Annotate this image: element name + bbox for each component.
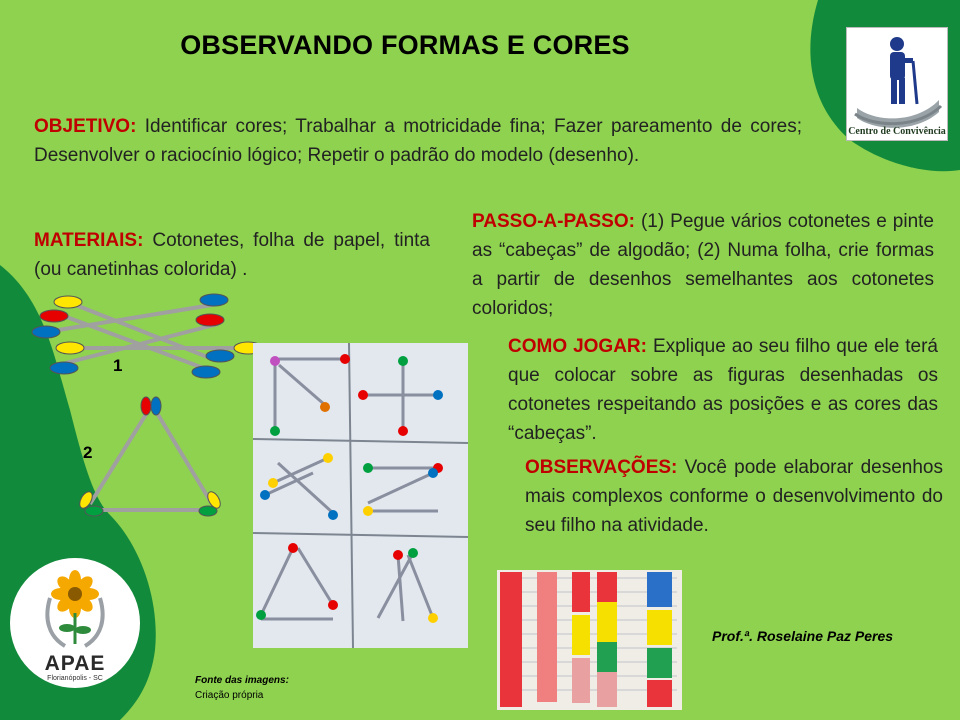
- apae-name: APAE: [44, 652, 106, 675]
- objetivo-label: OBJETIVO:: [34, 116, 137, 137]
- elderly-person-with-cane-icon: [847, 28, 947, 140]
- diagram-label-1: 1: [113, 356, 123, 375]
- jogar-label: COMO JOGAR:: [508, 336, 647, 357]
- materiais-paragraph: [34, 226, 430, 284]
- materiais-label: MATERIAIS:: [34, 230, 144, 251]
- page-title: OBSERVANDO FORMAS E CORES: [180, 30, 630, 60]
- diagram-figure-2: [90, 408, 212, 510]
- centro-convivencia-logo: [846, 27, 948, 141]
- passo-label: PASSO-A-PASSO:: [472, 211, 635, 232]
- observacoes-paragraph: [525, 453, 943, 540]
- colored-swabs-photo: [497, 570, 682, 710]
- apae-logo: [10, 558, 140, 688]
- passo-text: (1) Pegue vários cotonetes e pinte as “cabeças” de algodão; (2) Numa folha, crie formas a partir de desenhos semelhantes aos cotonetes coloridos;: [472, 211, 934, 319]
- author-credit: Prof.ª. Roselaine Paz Peres: [712, 628, 894, 644]
- objetivo-text: Identificar cores; Trabalhar a motricidade fina; Fazer pareamento de cores; Desenvolver o raciocínio lógico; Repetir o padrão do modelo (desenho).: [34, 116, 803, 166]
- cotonete-diagram: [28, 286, 258, 526]
- source-label: Fonte das imagens:: [195, 675, 289, 686]
- obs-label: OBSERVAÇÕES:: [525, 457, 678, 478]
- diagram-label-2: 2: [83, 443, 93, 462]
- passo-a-passo-paragraph: [472, 207, 934, 323]
- apae-city: Florianópolis - SC: [47, 675, 103, 682]
- source-text: Criação própria: [195, 690, 264, 701]
- obs-text: Você pode elaborar desenhos mais complexos conforme o desenvolvimento do seu filho na atividade.: [525, 457, 943, 536]
- diagram-figure-1-tips: [32, 294, 258, 378]
- materiais-text: Cotonetes, folha de papel, tinta (ou canetinhas colorida) .: [34, 230, 430, 280]
- objetivo-paragraph: [34, 112, 802, 170]
- centro-logo-caption: Centro de Convivência: [848, 126, 946, 137]
- activity-sheet-photo: [253, 343, 468, 648]
- jogar-text: Explique ao seu filho que ele terá que colocar sobre as figuras desenhadas os cotonetes respeitando as posições e as cores das “cabeças”.: [508, 336, 939, 444]
- diagram-figure-2-tips: [77, 397, 223, 516]
- como-jogar-paragraph: [508, 332, 938, 448]
